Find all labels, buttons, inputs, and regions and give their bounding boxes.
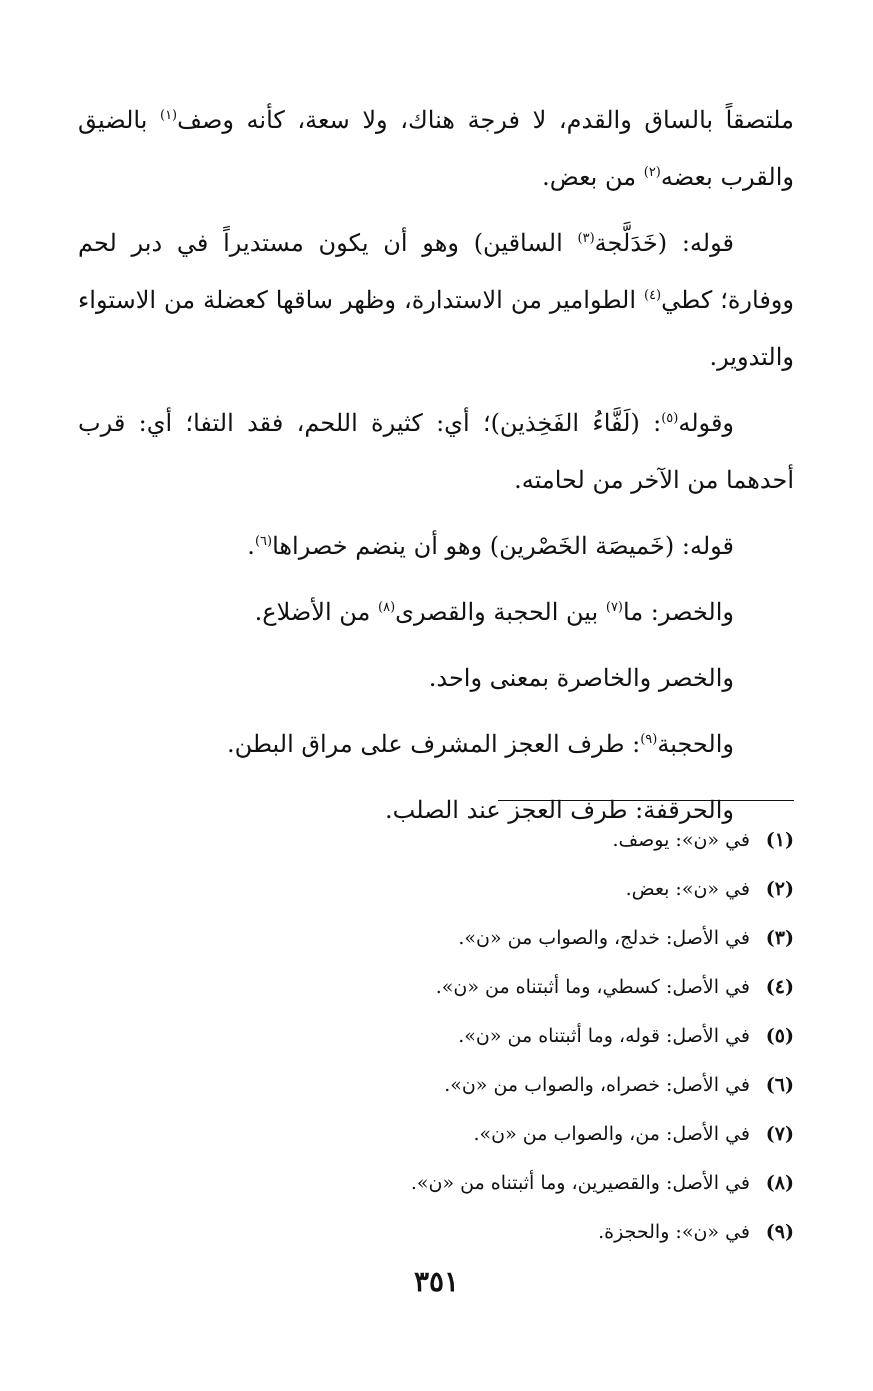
footnote-number: (٨)	[765, 1172, 794, 1194]
footnote-ref: (٣)	[577, 231, 595, 246]
text-run: : طرف العجز المشرف على مراق البطن.	[226, 730, 641, 758]
text-run: : (لَفَّاءُ الفَخِذين)؛ أي: كثيرة اللحم، فقد التفا؛ أي: قرب أحدهما من الآخر من لحامته.	[78, 409, 794, 494]
footnote-number: (٢)	[765, 878, 794, 900]
footnote-text: في الأصل: والقصيرين، وما أثبتناه من «ن».	[410, 1172, 750, 1194]
footnote-text: في «ن»: بعض.	[625, 878, 750, 900]
text-run: بين الحجبة والقصرى	[395, 598, 606, 626]
footnote-text: في الأصل: كسطي، وما أثبتناه من «ن».	[435, 976, 750, 998]
footnote-ref: (١)	[159, 108, 178, 123]
footnote-ref: (٢)	[643, 165, 661, 180]
footnote-number: (٥)	[765, 1025, 794, 1047]
text-run: قوله: (خَدَلَّجة	[594, 229, 734, 257]
paragraph-4	[78, 518, 794, 575]
footnote-number: (٤)	[765, 976, 794, 998]
footnote-number: (٧)	[765, 1123, 794, 1145]
paragraph-1	[78, 92, 794, 206]
main-text	[78, 92, 794, 839]
footnote-item	[78, 1061, 794, 1110]
footnote-item	[78, 816, 794, 865]
footnote-text: في الأصل: من، والصواب من «ن».	[473, 1123, 750, 1145]
footnote-number: (٦)	[765, 1074, 794, 1096]
footnote-number: (٣)	[765, 927, 794, 949]
footnote-separator	[498, 800, 794, 801]
text-run: من الأضلاع.	[254, 598, 379, 626]
footnote-item	[78, 1012, 794, 1061]
text-run: قوله: (خَميصَة الخَصْرين) وهو أن ينضم خصراها	[272, 532, 734, 560]
text-run: والحرقفة: طرف العجز عند الصلب.	[385, 796, 734, 824]
footnote-item	[78, 963, 794, 1012]
footnotes-list	[78, 816, 794, 1257]
footnote-item	[78, 1208, 794, 1257]
footnote-ref: (٨)	[378, 600, 396, 615]
footnote-text: في «ن»: يوصف.	[612, 829, 750, 851]
footnote-item	[78, 1110, 794, 1159]
footnote-number: (١)	[765, 829, 794, 851]
footnote-ref: (٧)	[605, 600, 623, 615]
text-run: والخصر والخاصرة بمعنى واحد.	[428, 664, 734, 692]
text-run: من بعض.	[542, 163, 644, 191]
text-run: الساقين) وهو أن يكون مستديراً في دبر لحم ووفارة؛ كطي	[78, 229, 794, 314]
text-run: والحجبة	[657, 730, 734, 758]
footnote-ref: (٤)	[643, 288, 662, 303]
text-run: الطوامير من الاستدارة، وظهر ساقها كعضلة من الاستواء والتدوير.	[78, 286, 794, 371]
page-number: ٣٥١	[413, 1265, 460, 1298]
footnote-text: في الأصل: خصراه، والصواب من «ن».	[444, 1074, 750, 1096]
footnote-item	[78, 1159, 794, 1208]
text-run: ملتصقاً بالساق والقدم، لا فرجة هناك، ولا سعة، كأنه وصف	[177, 106, 794, 134]
footnote-text: في «ن»: والحجزة.	[598, 1221, 750, 1243]
paragraph-5	[78, 584, 794, 641]
text-run: بالضيق والقرب بعضه	[78, 106, 794, 191]
paragraph-7	[78, 716, 794, 773]
text-run: والخصر: ما	[623, 598, 734, 626]
text-run: وقوله	[678, 409, 734, 437]
footnote-number: (٩)	[765, 1221, 794, 1243]
text-run: .	[247, 532, 255, 560]
footnote-item	[78, 865, 794, 914]
footnote-text: في الأصل: خدلج، والصواب من «ن».	[458, 927, 750, 949]
paragraph-3	[78, 395, 794, 509]
paragraph-2	[78, 215, 794, 386]
footnote-ref: (٩)	[640, 732, 658, 747]
paragraph-6	[78, 650, 794, 707]
footnote-item	[78, 914, 794, 963]
footnote-ref: (٥)	[661, 411, 679, 426]
footnote-ref: (٦)	[254, 534, 273, 549]
footnote-text: في الأصل: قوله، وما أثبتناه من «ن».	[458, 1025, 750, 1047]
